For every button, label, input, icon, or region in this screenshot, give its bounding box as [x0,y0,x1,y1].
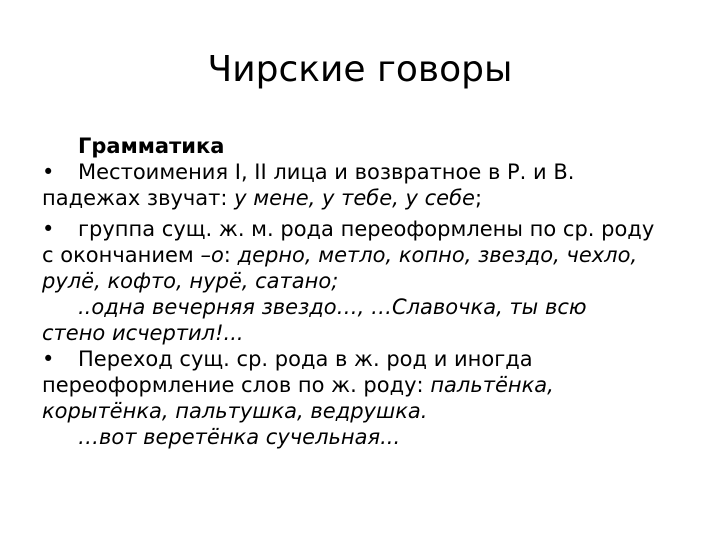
bullet-1-line-1 [42,159,682,185]
bullet-2-line-2 [42,242,682,268]
example-forms: у мене, у тебе, у себе [234,186,475,210]
text-run: ; [474,186,483,210]
bullet-2-text: группа сущ. ж. м. рода переоформлены по ср. роду [78,217,655,241]
text-run: : [223,243,238,267]
example-quote-1-line-1: ..одна вечерняя звездо…, …Славочка, ты всю [78,295,587,319]
text-run: падежах звучат: [42,186,235,210]
example-quote-1-line-2: стено исчертил!... [42,321,244,345]
slide-title: Чирские говоры [207,49,513,90]
bullet-2-line-1 [42,216,682,242]
text-run: с окончанием [42,243,201,267]
bullet-1-text: Местоимения I, II лица и возвратное в Р. и В. [78,160,575,184]
example-forms: пальтёнка, [430,373,554,397]
example-forms: дерно, метло, копно, звездо, чехло, [237,243,638,267]
bullet-icon: • [42,347,55,371]
bullet-icon: • [42,160,55,184]
bullet-3-text: Переход сущ. ср. рода в ж. род и иногда [78,347,533,371]
section-heading: Грамматика [78,134,225,158]
bullet-3-line-2 [42,372,682,398]
example-quote-2: …вот веретёнка сучельная... [78,425,401,449]
bullet-2-line-3: рулё, кофто, нурё, сатано; [42,269,339,293]
bullet-3-line-1 [42,346,682,372]
bullet-icon: • [42,217,55,241]
bullet-1-line-2 [42,185,682,211]
slide-body [42,133,682,450]
bullet-3-line-3: корытёнка, пальтушка, ведрушка. [42,399,428,423]
ending-form: –о [200,243,224,267]
text-run: переоформление слов по ж. роду: [42,373,431,397]
